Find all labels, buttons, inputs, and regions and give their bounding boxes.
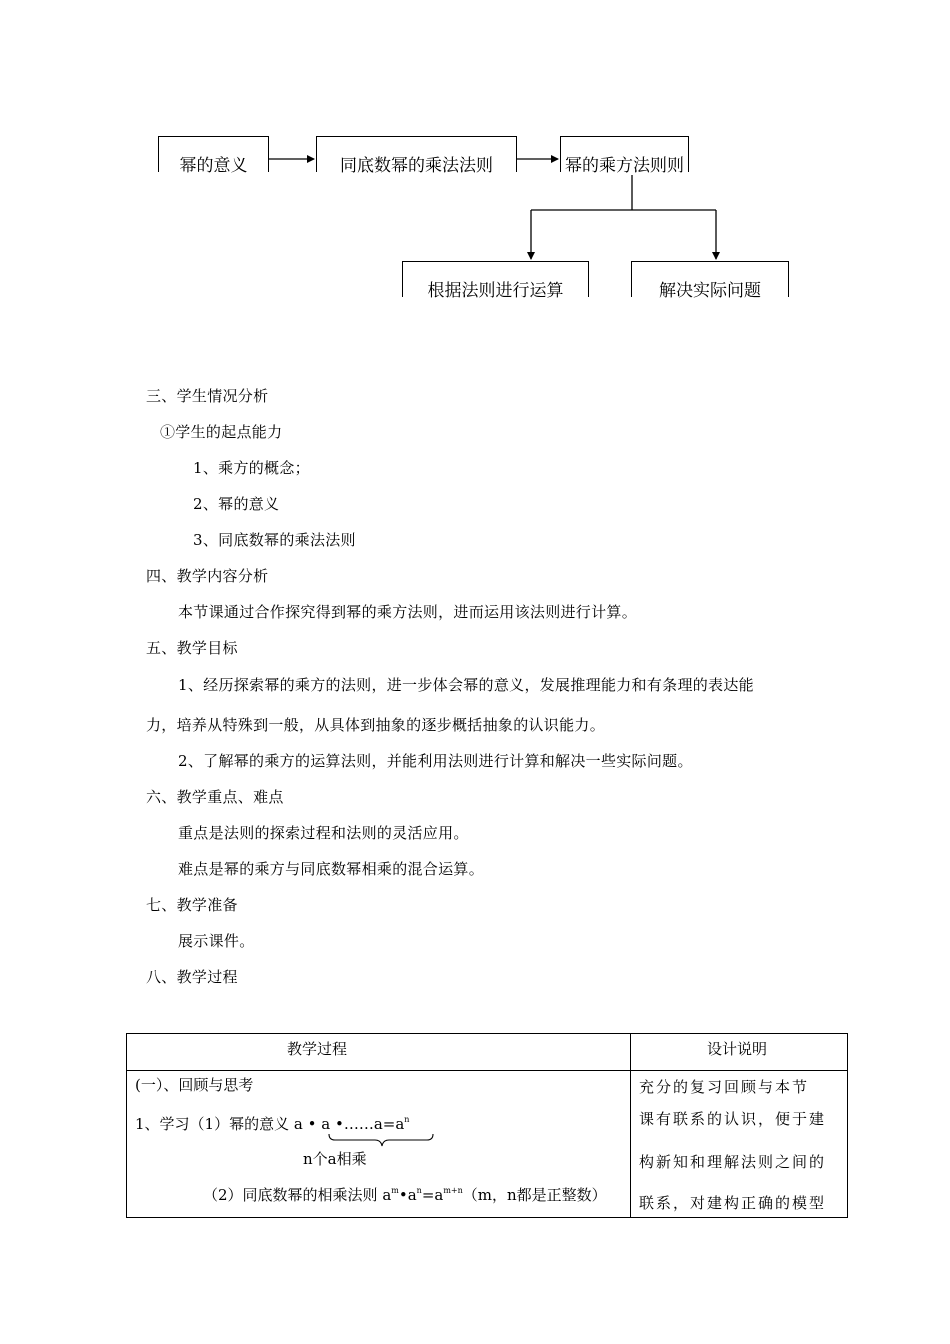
section-5-title: 五、教学目标 bbox=[146, 639, 238, 657]
list-item: 1、乘方的概念； bbox=[193, 459, 310, 477]
flow-node-label: 幂的乘方法则则 bbox=[561, 158, 688, 175]
table-column-divider bbox=[630, 1034, 631, 1217]
flow-node-compute-by-rule bbox=[402, 261, 589, 301]
flow-node-solve-problems bbox=[631, 261, 789, 301]
flow-node-label: 同底数幂的乘法法则 bbox=[317, 158, 516, 175]
section-6-title: 六、教学重点、难点 bbox=[146, 788, 284, 806]
section-6-key-point: 重点是法则的探索过程和法则的灵活应用。 bbox=[178, 824, 469, 842]
flow-node-label: 根据法则进行运算 bbox=[403, 283, 588, 300]
underbrace bbox=[327, 1132, 437, 1148]
formula-superscript: m+n bbox=[443, 1186, 463, 1195]
section-3-title: 三、学生情况分析 bbox=[146, 387, 269, 405]
list-item: 3、同底数幂的乘法法则 bbox=[193, 531, 356, 549]
section-5-goal-1-line-2: 力，培养从特殊到一般，从具体到抽象的逐步概括抽象的认识能力。 bbox=[146, 716, 606, 734]
power-meaning-formula bbox=[135, 1114, 409, 1134]
section-5-goal-1-line-1: 1、经历探索幂的乘方的法则，进一步体会幂的意义，发展推理能力和有条理的表达能 bbox=[178, 676, 754, 694]
design-note-line: 构新知和理解法则之间的 bbox=[639, 1153, 827, 1171]
design-note-line: 课有联系的认识，便于建 bbox=[639, 1110, 827, 1128]
section-5-goal-2: 2、了解幂的乘方的运算法则，并能利用法则进行计算和解决一些实际问题。 bbox=[178, 752, 693, 770]
table-header-design-notes: 设计说明 bbox=[707, 1040, 768, 1058]
section-4-title: 四、教学内容分析 bbox=[146, 567, 269, 585]
formula-superscript: n bbox=[404, 1115, 410, 1124]
same-base-multiplication-formula bbox=[203, 1185, 607, 1205]
formula-a: a bbox=[293, 1115, 303, 1133]
design-note-line: 联系，对建构正确的模型 bbox=[639, 1194, 827, 1212]
formula-eq: =a bbox=[421, 1186, 444, 1204]
section-7-title: 七、教学准备 bbox=[146, 896, 238, 914]
underbrace-label: n个a相乘 bbox=[303, 1150, 367, 1168]
design-note-line: 充分的复习回顾与本节 bbox=[639, 1078, 810, 1096]
flow-node-label: 幂的意义 bbox=[159, 158, 268, 175]
teaching-process-table bbox=[126, 1033, 848, 1218]
flow-node-label: 解决实际问题 bbox=[632, 283, 788, 300]
formula-superscript: m bbox=[391, 1186, 399, 1195]
table-header-process: 教学过程 bbox=[287, 1040, 348, 1058]
flow-node-power-of-power bbox=[560, 136, 689, 176]
review-part-title: (一）、回顾与思考 bbox=[135, 1076, 254, 1094]
section-3-subtitle: ①学生的起点能力 bbox=[160, 423, 283, 441]
flow-node-same-base-multiplication bbox=[316, 136, 517, 176]
section-8-title: 八、教学过程 bbox=[146, 968, 238, 986]
formula-prefix: 1、学习（1）幂的意义 bbox=[135, 1115, 290, 1133]
formula-prefix: （2）同底数幂的相乘法则 a bbox=[203, 1186, 392, 1204]
section-4-text: 本节课通过合作探究得到幂的乘方法则，进而运用该法则进行计算。 bbox=[178, 603, 638, 621]
formula-dots: •……a=a bbox=[334, 1115, 405, 1133]
table-header-divider bbox=[127, 1070, 847, 1071]
formula-dot: • bbox=[307, 1115, 317, 1133]
formula-suffix: （m，n都是正整数） bbox=[462, 1186, 607, 1204]
section-6-difficulty: 难点是幂的乘方与同底数幂相乘的混合运算。 bbox=[178, 860, 485, 878]
flow-node-meaning-of-power bbox=[158, 136, 269, 176]
formula-superscript: n bbox=[416, 1186, 422, 1195]
formula-a: a bbox=[321, 1115, 331, 1133]
section-7-text: 展示课件。 bbox=[178, 932, 255, 950]
list-item: 2、幂的意义 bbox=[193, 495, 280, 513]
formula-mid: •a bbox=[398, 1186, 417, 1204]
